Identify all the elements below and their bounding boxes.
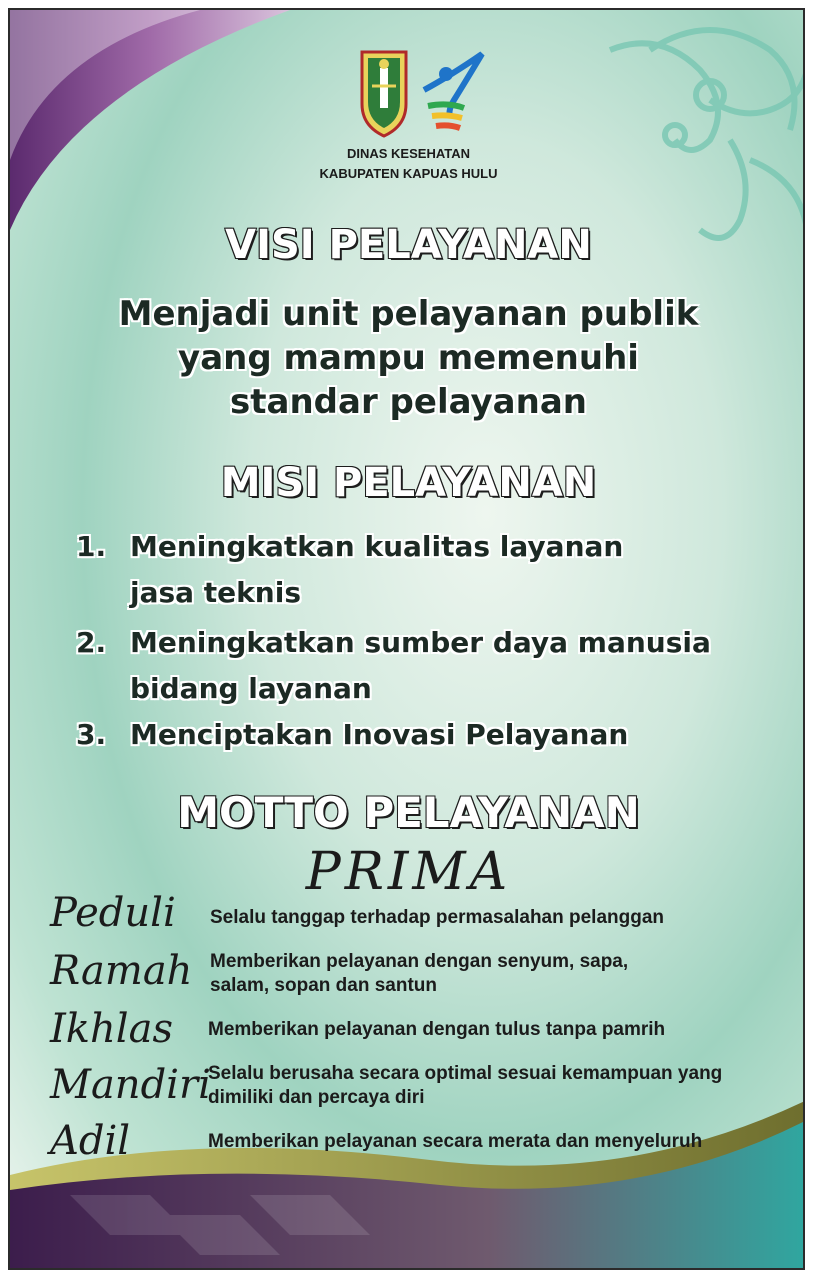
motto-desc-ramah-line-1: Memberikan pelayanan dengan senyum, sapa, xyxy=(210,951,629,972)
agency-name-line-2: KABUPATEN KAPUAS HULU xyxy=(319,166,498,181)
motto-desc-ramah-line-2: salam, sopan dan santun xyxy=(210,975,437,996)
mission-item-1-line-1: Meningkatkan kualitas layanan xyxy=(130,530,624,563)
motto-desc-peduli: Selalu tanggap terhadap permasalahan pelanggan xyxy=(210,907,665,928)
motto-acronym: PRIMA xyxy=(305,842,512,902)
vision-line: Menjadi unit pelayanan publik xyxy=(118,294,699,334)
vision-line: standar pelayanan xyxy=(230,382,587,422)
motto-desc-adil: Memberikan pelayanan secara merata dan menyeluruh xyxy=(208,1131,703,1152)
motto-desc-mandiri-line-2: dimiliki dan percaya diri xyxy=(208,1087,425,1108)
mission-number: 1. xyxy=(76,530,107,563)
mission-item-3-line-1: Menciptakan Inovasi Pelayanan xyxy=(130,718,629,751)
motto-word-adil: Adil xyxy=(50,1118,131,1164)
mission-list xyxy=(10,10,805,770)
mission-item-2-line-1: Meningkatkan sumber daya manusia xyxy=(130,626,711,659)
vision-line: yang mampu memenuhi xyxy=(178,338,639,378)
motto-word-peduli: Peduli xyxy=(50,890,176,936)
poster-frame xyxy=(8,8,805,1270)
vision-title: VISI PELAYANAN xyxy=(225,222,592,268)
mission-item-2-line-2: bidang layanan xyxy=(130,672,372,705)
mission-item-1-line-2: jasa teknis xyxy=(130,576,301,609)
mission-title: MISI PELAYANAN xyxy=(220,460,597,506)
mission-number: 2. xyxy=(76,626,107,659)
motto-word-mandiri: Mandiri xyxy=(50,1062,211,1108)
mission-number: 3. xyxy=(76,718,107,751)
motto-desc-ikhlas: Memberikan pelayanan dengan tulus tanpa pamrih xyxy=(208,1019,666,1040)
motto-word-ikhlas: Ikhlas xyxy=(50,1006,173,1052)
motto-word-ramah: Ramah xyxy=(50,948,193,994)
motto-desc-mandiri-line-1: Selalu berusaha secara optimal sesuai kemampuan yang xyxy=(208,1063,723,1084)
motto-title: MOTTO PELAYANAN xyxy=(177,788,640,837)
agency-name-line-1: DINAS KESEHATAN xyxy=(346,146,471,161)
